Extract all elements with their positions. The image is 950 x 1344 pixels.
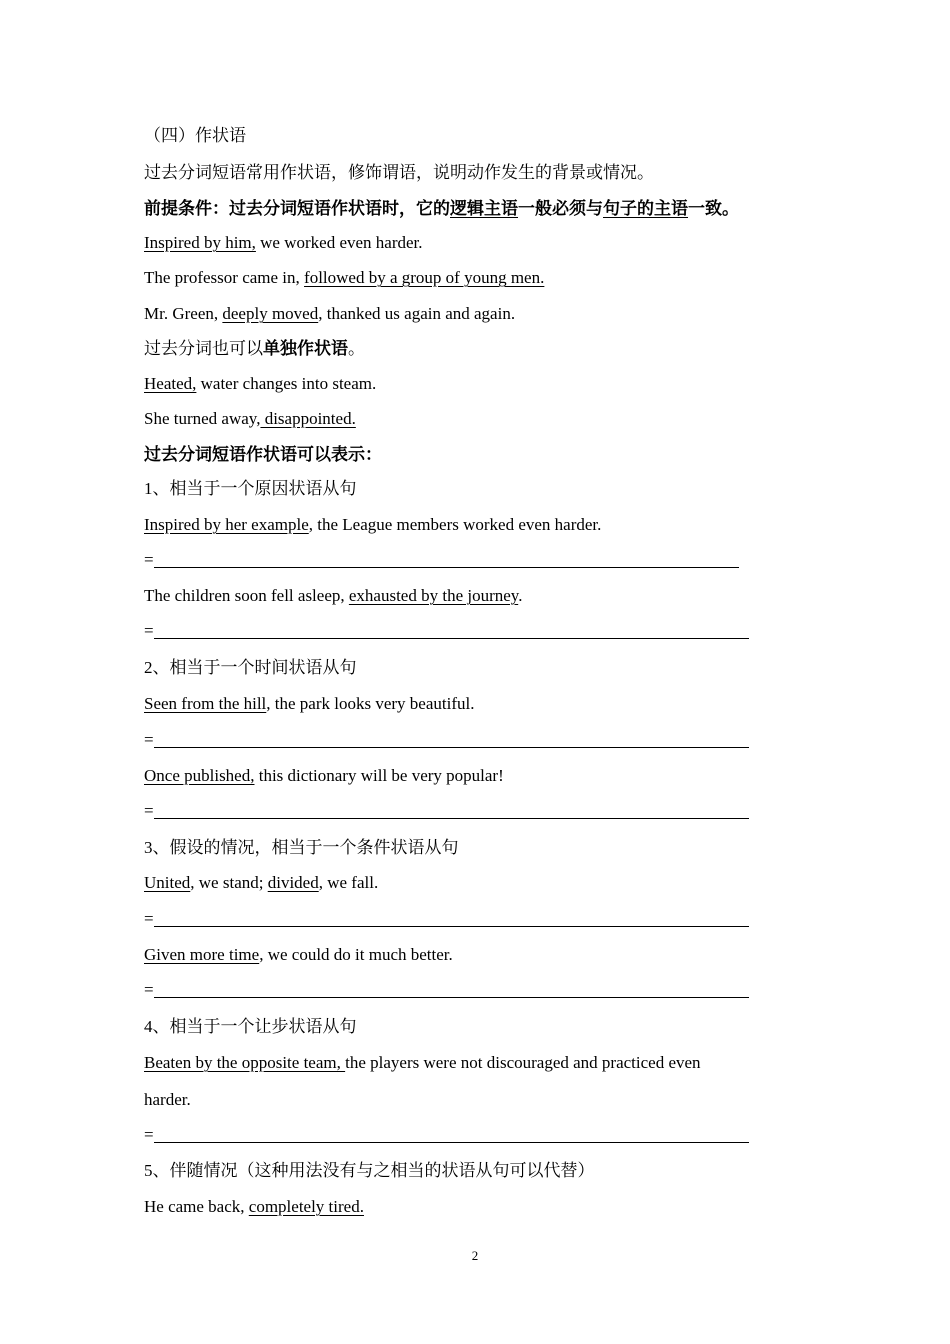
- premise-part: 一般必须与: [518, 199, 603, 218]
- sentence-rest: this dictionary will be very popular!: [254, 766, 504, 785]
- section-heading: （四）作状语: [144, 126, 246, 145]
- answer-line: [154, 731, 749, 748]
- sentence-middle: , we stand;: [190, 873, 268, 892]
- example-sentence: [144, 514, 601, 536]
- sentence-rest: , we could do it much better.: [259, 945, 453, 964]
- note-start: 过去分词也可以: [144, 339, 263, 358]
- underlined-phrase: deeply moved: [222, 304, 319, 323]
- example-sentence: [144, 408, 356, 430]
- answer-line: [154, 981, 749, 998]
- equals-sign: =: [144, 980, 154, 999]
- answer-blank[interactable]: [144, 800, 749, 822]
- underlined-phrase: Once published,: [144, 766, 255, 785]
- equals-sign: =: [144, 909, 154, 928]
- underlined-phrase: exhausted by the journey: [348, 586, 519, 605]
- underlined-phrase: completely tired.: [248, 1197, 364, 1216]
- equals-sign: =: [144, 801, 154, 820]
- underlined-phrase: United: [144, 873, 191, 892]
- underlined-phrase: divided: [267, 873, 319, 892]
- sentence-rest: .: [518, 586, 523, 605]
- note-end: 。: [348, 339, 365, 358]
- answer-blank[interactable]: [144, 908, 749, 930]
- answer-line: [154, 1126, 749, 1143]
- underlined-phrase: Given more time: [144, 945, 260, 964]
- sentence-rest: water changes into steam.: [196, 374, 377, 393]
- sentence-continuation: harder.: [144, 1090, 191, 1109]
- example-sentence: [144, 1052, 701, 1074]
- example-sentence: [144, 1196, 364, 1218]
- answer-line: [154, 551, 739, 568]
- sentence-rest: the players were not discouraged and practiced even: [345, 1053, 701, 1072]
- sentence-start: The professor came in,: [144, 268, 305, 287]
- sentence-start: Mr. Green,: [144, 304, 223, 323]
- underlined-phrase: disappointed.: [260, 409, 356, 428]
- underlined-phrase: Beaten by the opposite team,: [144, 1053, 346, 1072]
- sentence-rest: , the League members worked even harder.: [308, 515, 602, 534]
- equals-sign: =: [144, 621, 154, 640]
- example-sentence: [144, 585, 522, 607]
- premise-part: 一致。: [688, 199, 739, 218]
- sentence-start: He came back,: [144, 1197, 249, 1216]
- answer-line: [154, 622, 749, 639]
- example-sentence: [144, 267, 544, 289]
- underlined-phrase: followed by a group of young men.: [304, 268, 545, 287]
- answer-blank[interactable]: [144, 1124, 749, 1146]
- alone-note: [144, 338, 365, 360]
- premise-text: [144, 198, 739, 220]
- sentence-rest: , we fall.: [318, 873, 379, 892]
- note-bold: 单独作状语: [263, 339, 348, 358]
- subsection-title: 4、相当于一个让步状语从句: [144, 1017, 357, 1036]
- subsection-title: 5、伴随情况（这种用法没有与之相当的状语从句可以代替）: [144, 1161, 595, 1180]
- intro-text: 过去分词短语常用作状语，修饰谓语，说明动作发生的背景或情况。: [144, 163, 654, 182]
- underlined-phrase: Inspired by him,: [144, 233, 256, 252]
- sentence-rest: , thanked us again and again.: [318, 304, 516, 323]
- example-sentence: [144, 303, 515, 325]
- example-sentence: [144, 872, 378, 894]
- sentence-rest: , the park looks very beautiful.: [266, 694, 475, 713]
- answer-blank[interactable]: [144, 620, 749, 642]
- equals-sign: =: [144, 550, 154, 569]
- underlined-phrase: Inspired by her example: [144, 515, 309, 534]
- logical-subject: 逻辑主语: [450, 199, 518, 218]
- sentence-subject: 句子的主语: [603, 199, 688, 218]
- example-sentence: [144, 232, 423, 254]
- equals-sign: =: [144, 730, 154, 749]
- can-express-heading: 过去分词短语作状语可以表示：: [144, 445, 382, 464]
- underlined-phrase: Seen from the hill: [144, 694, 267, 713]
- subsection-title: 2、相当于一个时间状语从句: [144, 658, 357, 677]
- subsection-title: 3、假设的情况，相当于一个条件状语从句: [144, 838, 459, 857]
- answer-line: [154, 802, 749, 819]
- example-sentence: [144, 693, 474, 715]
- example-sentence: [144, 944, 453, 966]
- example-sentence: [144, 765, 504, 787]
- example-sentence: [144, 373, 376, 395]
- page-number: 2: [471, 1248, 479, 1263]
- answer-blank[interactable]: [144, 549, 739, 571]
- sentence-start: She turned away,: [144, 409, 261, 428]
- underlined-phrase: Heated,: [144, 374, 197, 393]
- answer-blank[interactable]: [144, 729, 749, 751]
- equals-sign: =: [144, 1125, 154, 1144]
- sentence-start: The children soon fell asleep,: [144, 586, 349, 605]
- premise-part: 前提条件：过去分词短语作状语时，它的: [144, 199, 450, 218]
- sentence-rest: we worked even harder.: [255, 233, 423, 252]
- answer-line: [154, 910, 749, 927]
- answer-blank[interactable]: [144, 979, 749, 1001]
- subsection-title: 1、相当于一个原因状语从句: [144, 479, 357, 498]
